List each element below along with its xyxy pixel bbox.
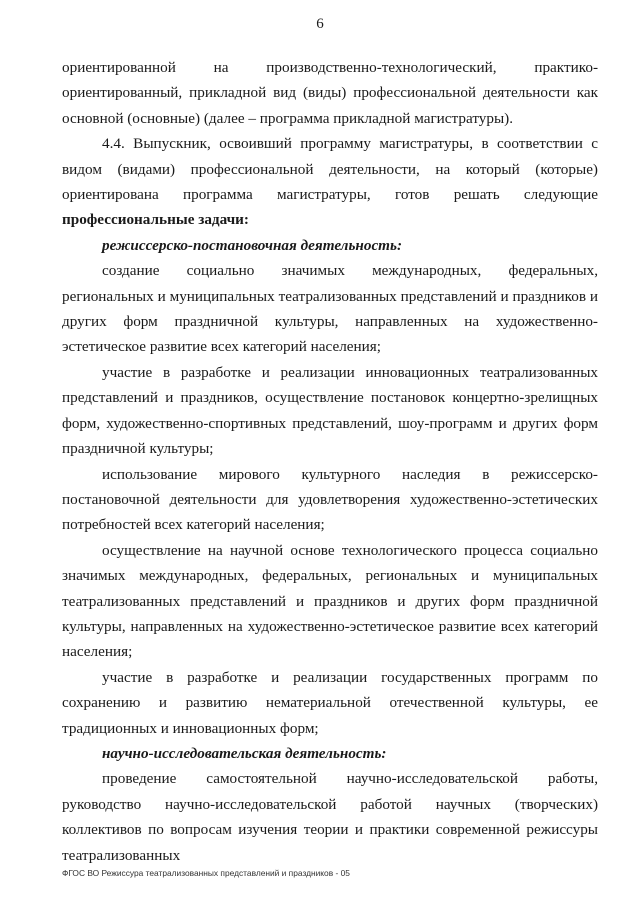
section-heading-research: научно-исследовательская деятельность: <box>102 744 387 762</box>
page-footer: ФГОС ВО Режиссура театрализованных представлений и праздников - 05 <box>62 868 350 878</box>
list-item: участие в разработке и реализации государственных программ по сохранению и развитию нематериальной отечественной культуры, ее традиционных и инновационных форм; <box>62 668 598 737</box>
section-heading-directing: режиссерско-постановочная деятельность: <box>102 236 402 254</box>
document-body <box>62 55 598 868</box>
list-item: осуществление на научной основе технологического процесса социально значимых международных, федеральных, региональных и муниципальных театрализованных представлений и праздников и других форм праздничной культуры, направленных на художественно-эстетическое развитие всех категорий населения; <box>62 541 598 661</box>
professional-tasks-label: профессиональные задачи: <box>62 211 249 229</box>
paragraph-continuation: ориентированной на производственно-технологический, практико-ориентированный, прикладной вид (виды) профессиональной деятельности как основной (основные) (далее – программа прикладной магистратуры). <box>62 59 598 127</box>
list-item: использование мирового культурного наследия в режиссерско-постановочной деятельности для удовлетворения художественно-эстетических потребностей всех категорий населения; <box>62 465 598 534</box>
list-item: проведение самостоятельной научно-исследовательской работы, руководство научно-исследовательской работой научных (творческих) коллективов по вопросам изучения теории и практики современной режиссуры театрализованных <box>62 770 598 864</box>
paragraph-4-4-text: 4.4. Выпускник, освоивший программу магистратуры, в соответствии с видом (видами) профессиональной деятельности, на который (которые) ориентирована программа магистратуры, готов решать следующие <box>62 135 598 204</box>
paragraph-4-4 <box>62 131 598 233</box>
page-number: 6 <box>316 16 324 32</box>
list-item: участие в разработке и реализации инновационных театрализованных представлений и праздников, осуществление постановок концертно-зрелищных форм, художественно-спортивных представлений, шоу-программ и других форм праздничной культуры; <box>62 363 598 458</box>
list-item: создание социально значимых международных, федеральных, региональных и муниципальных театрализованных представлений и праздников и других форм праздничной культуры, направленных на художественно-эстетическое развитие всех категорий населения; <box>62 262 598 356</box>
